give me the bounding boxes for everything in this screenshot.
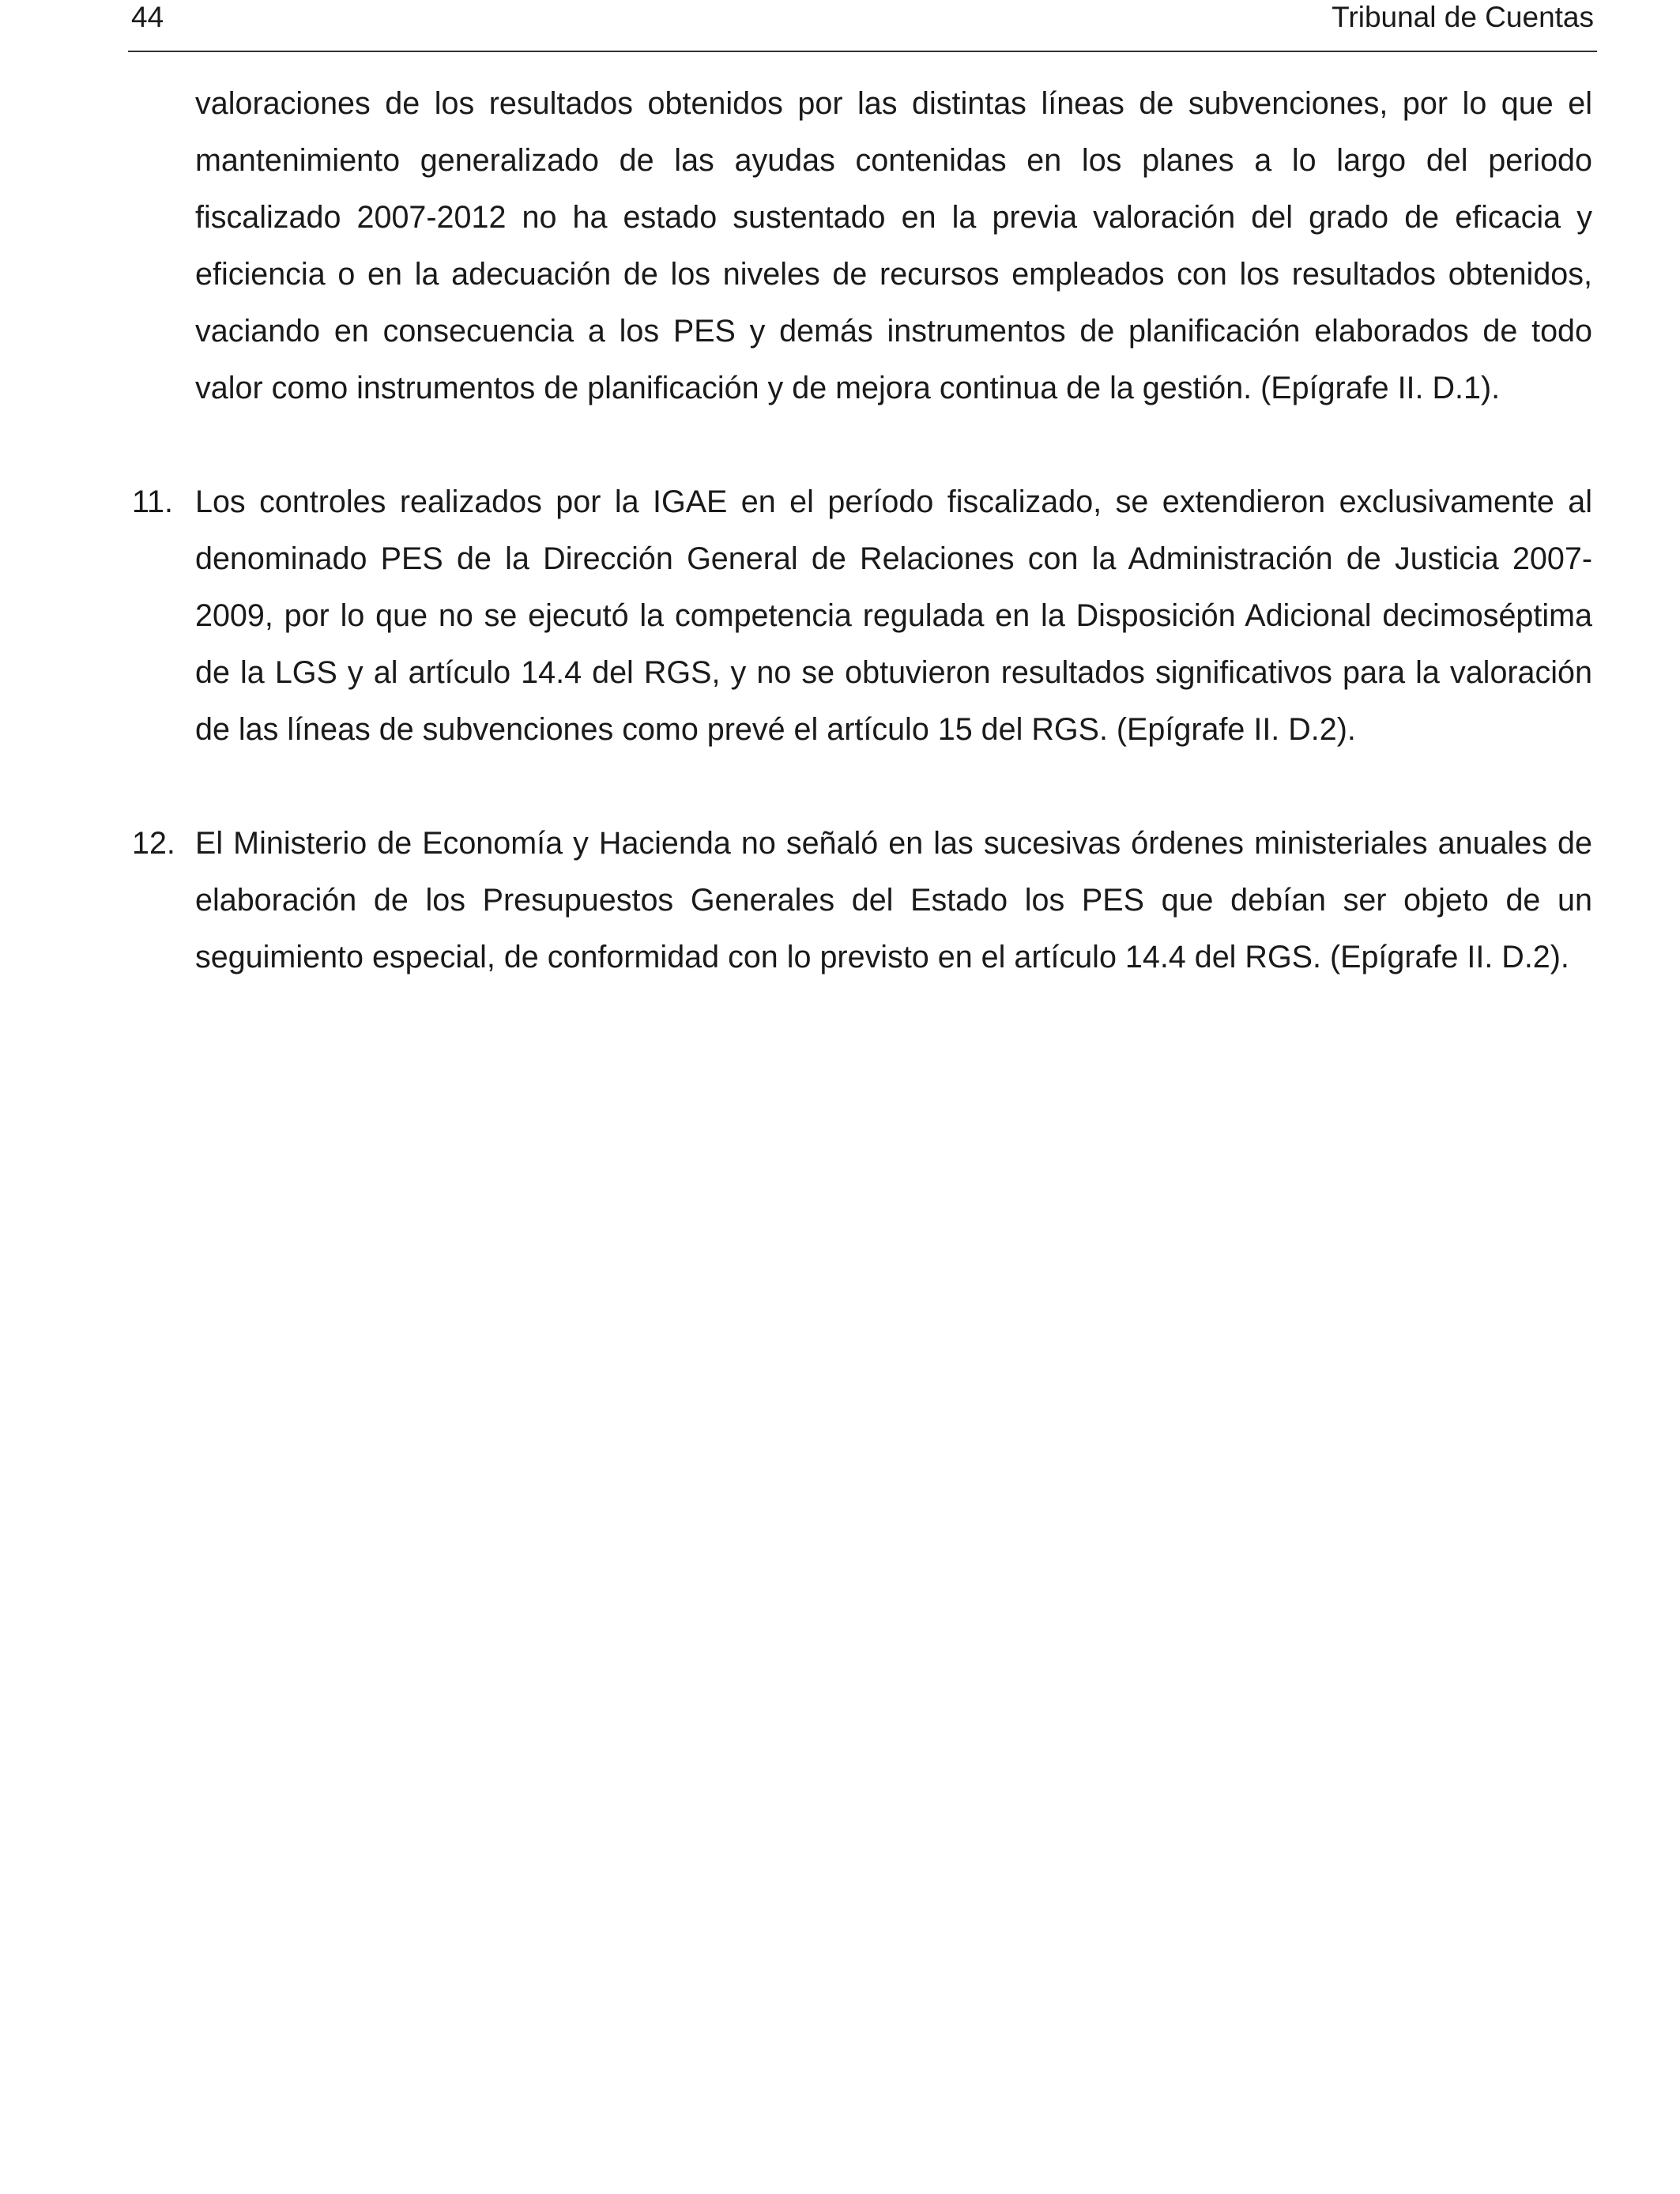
header-organization: Tribunal de Cuentas bbox=[1332, 1, 1594, 33]
page-number: 44 bbox=[131, 1, 164, 33]
document-body bbox=[132, 75, 1592, 986]
page-header bbox=[128, 0, 1597, 52]
list-item-number: 12. bbox=[132, 826, 175, 861]
list-item-11 bbox=[132, 473, 1592, 758]
list-item-text: Los controles realizados por la IGAE en el período fiscalizado, se extendieron exclusivamente al denominado PES de la Dirección General de Relaciones con la Administración de Justicia 2007-2009, por lo que no se ejecutó la competencia regulada en la Disposición Adicional decimoséptima de la LGS y al artículo 14.4 del RGS, y no se obtuvieron resultados significativos para la valoración de las líneas de subvenciones como prevé el artículo 15 del RGS. (Epígrafe II. D.2). bbox=[195, 484, 1592, 747]
list-item-text: El Ministerio de Economía y Hacienda no señaló en las sucesivas órdenes ministeriales anuales de elaboración de los Presupuestos Generales del Estado los PES que debían ser objeto de un seguimiento especial, de conformidad con lo previsto en el artículo 14.4 del RGS. (Epígrafe II. D.2). bbox=[195, 826, 1592, 974]
continuation-paragraph: valoraciones de los resultados obtenidos por las distintas líneas de subvenciones, por lo que el mantenimiento generalizado de las ayudas contenidas en los planes a lo largo del periodo fiscalizado 2007-2012 no ha estado sustentado en la previa valoración del grado de eficacia y eficiencia o en la adecuación de los niveles de recursos empleados con los resultados obtenidos, vaciando en consecuencia a los PES y demás instrumentos de planificación elaborados de todo valor como instrumentos de planificación y de mejora continua de la gestión. (Epígrafe II. D.1). bbox=[195, 86, 1592, 405]
list-item-12 bbox=[132, 815, 1592, 986]
list-item-number: 11. bbox=[132, 484, 173, 519]
